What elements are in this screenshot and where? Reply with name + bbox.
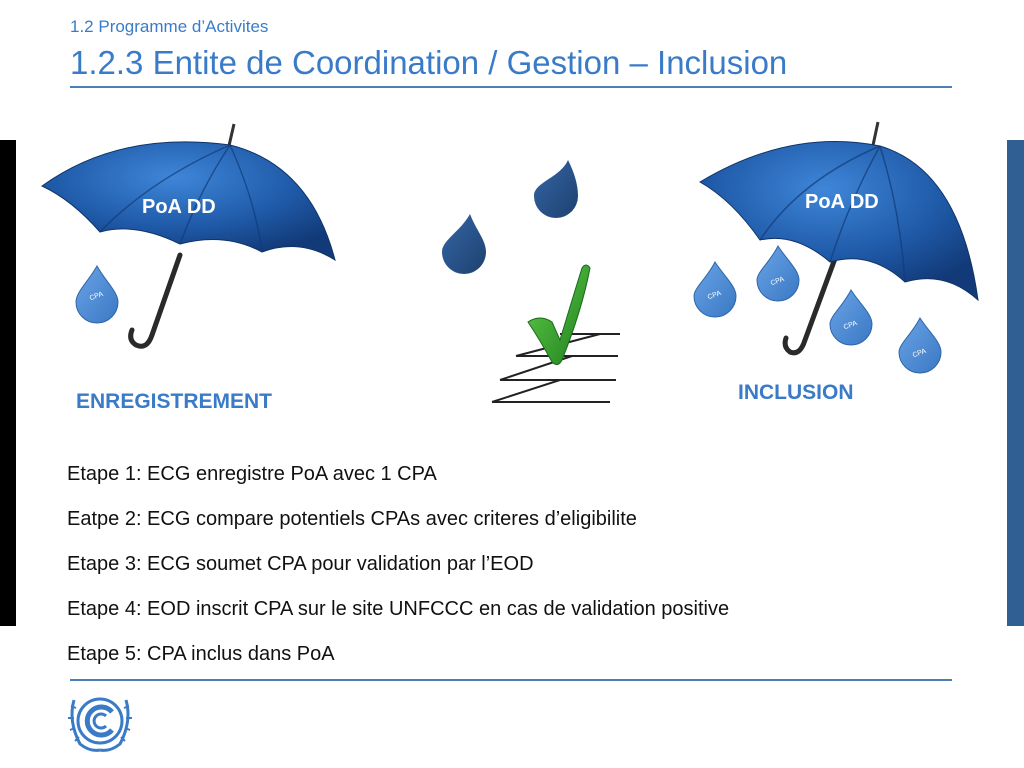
page-title: 1.2.3 Entite de Coordination / Gestion – Inclusion [70,44,788,81]
drop-label: CPA [706,289,723,302]
caption-enregistrement: ENREGISTREMENT [76,390,273,413]
umbrella-label: PoA DD [142,196,216,218]
drop-label: CPA [842,319,859,332]
step-item: Etape 1: ECG enregistre PoA avec 1 CPA [67,463,437,485]
breadcrumb: 1.2 Programme d’Activites [70,17,269,36]
raindrop-icon [534,160,578,218]
step-item: Eatpe 2: ECG compare potentiels CPAs avec criteres d’eligibilite [67,508,637,530]
raindrop-icon [757,246,799,301]
step-item: Etape 4: EOD inscrit CPA sur le site UNFCCC en cas de validation positive [67,598,730,620]
checkmark-icon [492,265,620,402]
step-item: Etape 5: CPA inclus dans PoA [67,643,335,665]
drop-label: CPA [769,275,786,288]
unfccc-logo [68,699,132,750]
footer-divider [70,679,952,681]
step-item: Etape 3: ECG soumet CPA pour validation par l’EOD [67,553,534,575]
raindrop-icon [899,318,941,373]
raindrop-icon [442,214,486,274]
umbrella-label: PoA DD [805,191,879,213]
caption-inclusion: INCLUSION [738,381,854,404]
raindrop-icon [694,262,736,317]
raindrop-icon [830,290,872,345]
steps-list [67,452,729,677]
drop-label: CPA [911,347,928,360]
drop-label: CPA [88,290,105,303]
